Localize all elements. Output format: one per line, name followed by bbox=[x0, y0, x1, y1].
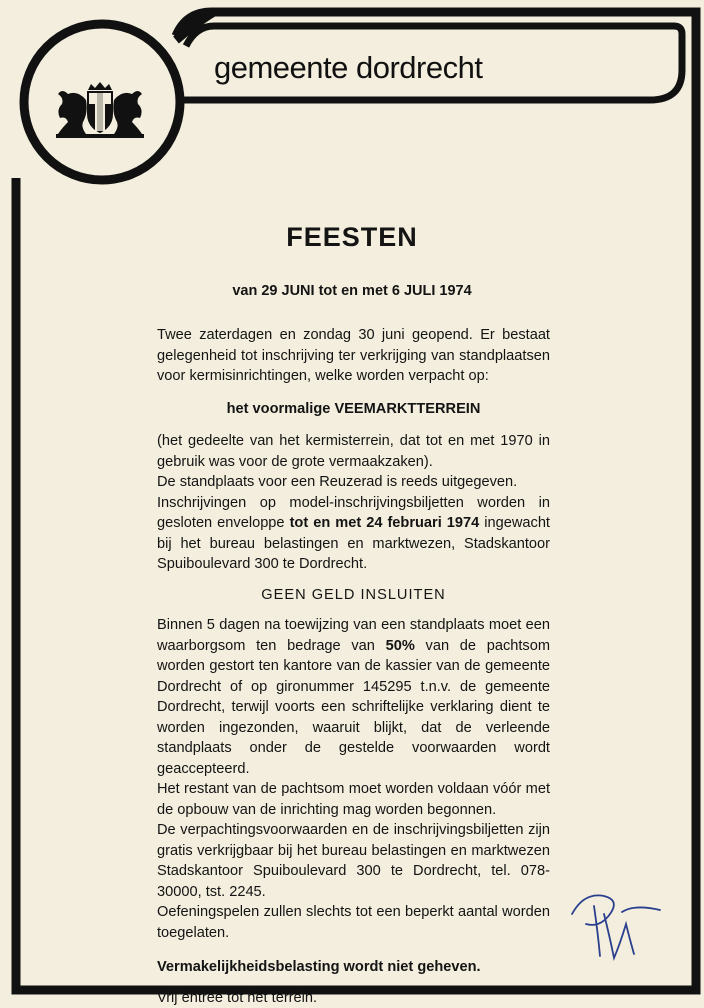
dordrecht-coat-of-arms-icon bbox=[50, 80, 150, 140]
date-range: van 29 JUNI tot en met 6 JULI 1974 bbox=[0, 283, 704, 299]
restant-paragraph: Het restant van de pachtsom moet worden voldaan vóór met de opbouw van de inrichting mag worden begonnen. bbox=[157, 779, 550, 820]
entree-notice: Vrij entree tot het terrein. bbox=[157, 988, 550, 1008]
waarborg-percentage: 50% bbox=[386, 638, 415, 654]
location-note: (het gedeelte van het kermisterrein, dat tot en met 1970 in gebruik was voor de grote vermaakzaken). bbox=[157, 431, 550, 472]
waarborg-text: Binnen 5 dagen na toewijzing van een standplaats moet een waarborgsom ten bedrage van bbox=[157, 617, 550, 654]
inschrijving-paragraph bbox=[157, 493, 550, 575]
location-line bbox=[157, 399, 550, 420]
deadline-date: tot en met 24 februari 1974 bbox=[290, 515, 480, 531]
reuzerad-paragraph: De standplaats voor een Reuzerad is reeds uitgegeven. bbox=[157, 472, 550, 493]
location-prefix: het voormalige bbox=[227, 401, 335, 417]
inschrijving-text-2: ingewacht bij het bureau belastingen en marktwezen, Stadskantoor Spuiboulevard 300 te Dordrecht. bbox=[157, 515, 550, 572]
waarborg-paragraph bbox=[157, 615, 550, 779]
tax-notice: Vermakelijkheidsbelasting wordt niet geheven. bbox=[157, 957, 550, 978]
announcement-body bbox=[157, 325, 550, 1008]
location-name: VEEMARKTTERREIN bbox=[334, 401, 480, 417]
brand-title: gemeente dordrecht bbox=[214, 50, 482, 86]
oefening-paragraph: Oefeningspelen zullen slechts tot een beperkt aantal worden toegelaten. bbox=[157, 902, 550, 943]
signature bbox=[564, 884, 674, 964]
voorwaarden-paragraph: De verpachtingsvoorwaarden en de inschrijvingsbiljetten zijn gratis verkrijgbaar bij het bureau belastingen en marktwezen Stadskantoor Spuiboulevard 300 te Dordrecht, tel. 078-30000, tst. 2245. bbox=[157, 820, 550, 902]
no-money-notice: GEEN GELD INSLUITEN bbox=[157, 585, 550, 606]
inschrijving-text: Inschrijvingen op model-inschrijvingsbiljetten worden in gesloten enveloppe bbox=[157, 495, 550, 532]
page-title: FEESTEN bbox=[0, 222, 704, 253]
waarborg-text-2: van de pachtsom worden gestort ten kantore van de kassier van de gemeente Dordrecht of op gironummer 145295 t.n.v. de gemeente Dordrecht, terwijl voorts een schriftelijke verklaring dient te worden ingezonden, waaruit blijkt, dat de verleende standplaats onder de gestelde voorwaarden wordt geaccepteerd. bbox=[157, 638, 550, 777]
intro-paragraph: Twee zaterdagen en zondag 30 juni geopend. Er bestaat gelegenheid tot inschrijving ter verkrijging van standplaatsen voor kermisinrichtingen, welke worden verpacht op: bbox=[157, 325, 550, 387]
